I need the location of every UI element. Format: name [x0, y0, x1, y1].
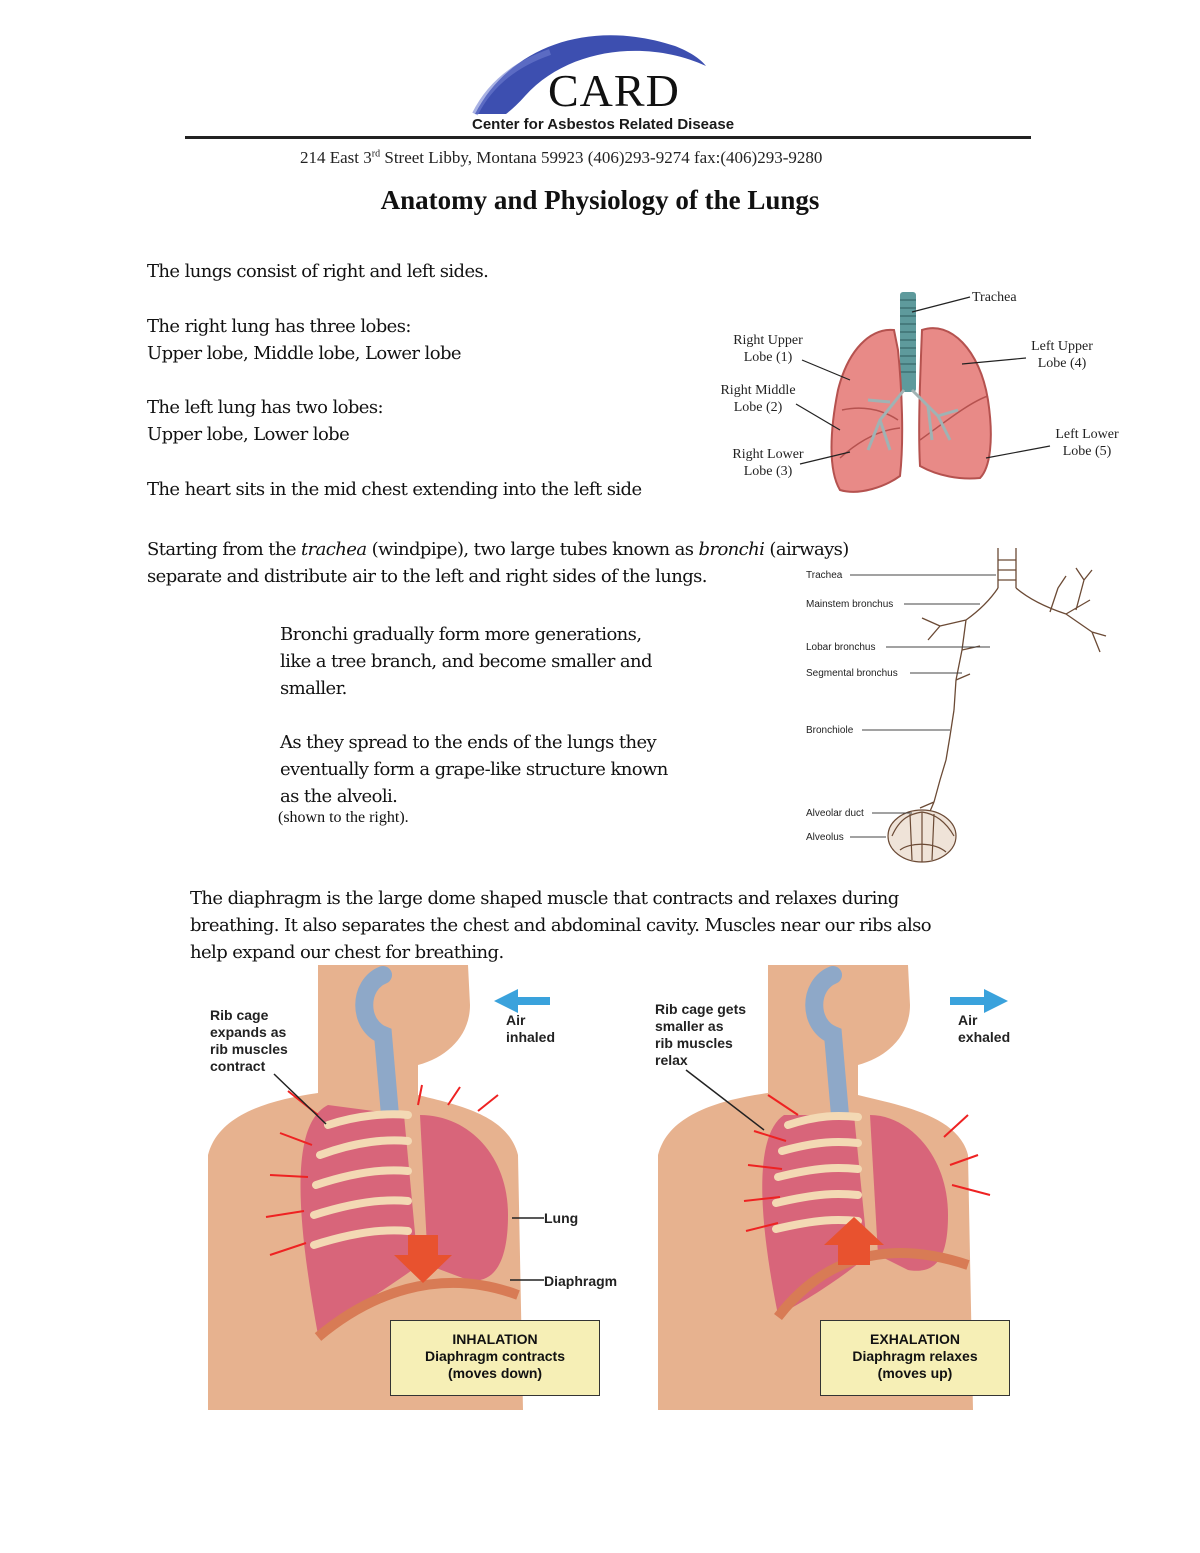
diaphragm-line3: help expand our chest for breathing.: [190, 942, 504, 963]
label-right-lower-2: Lobe (3): [743, 464, 793, 479]
logo-text: CARD: [548, 65, 680, 116]
inhalation-title: INHALATION: [452, 1331, 538, 1347]
bronchi-p2-line3: smaller.: [280, 678, 347, 699]
label-trachea: Trachea: [972, 290, 1017, 305]
bronchi-intro-line1: [147, 536, 849, 563]
exhalation-sub: Diaphragm relaxes: [852, 1348, 978, 1364]
bronchi-text-b: (windpipe), two large tubes known as: [366, 539, 699, 560]
exhale-leader-lines: [680, 1066, 800, 1146]
label-lung: Lung: [544, 1210, 579, 1226]
label-right-middle-1: Right Middle: [720, 383, 796, 398]
label-left-upper-1: Left Upper: [1031, 339, 1093, 354]
bronchi-intro-line2: separate and distribute air to the left and right sides of the lungs.: [147, 566, 707, 587]
bronchi-p3-line2: eventually form a grape-like structure known: [280, 759, 668, 780]
inhalation-caption-box: [390, 1320, 600, 1396]
inhalation-sub: Diaphragm contracts: [424, 1348, 566, 1364]
bt-label-mainstem: Mainstem bronchus: [806, 599, 894, 610]
logo-subtitle: Center for Asbestos Related Disease: [472, 116, 735, 133]
inhale-rib-4: contract: [210, 1058, 266, 1074]
label-right-lower-1: Right Lower: [732, 447, 804, 462]
header-divider: [185, 136, 1031, 139]
bronchi-p2-line1: Bronchi gradually form more generations,: [280, 624, 642, 645]
inhalation-note: (moves down): [447, 1365, 543, 1381]
exhale-rib-1: Rib cage gets: [655, 1001, 747, 1017]
inhale-rib-1: Rib cage: [210, 1007, 269, 1023]
inhale-rib-3: rib muscles: [210, 1041, 288, 1057]
air-exhaled-1: Air: [958, 1012, 978, 1028]
diaphragm-line1: The diaphragm is the large dome shaped muscle that contracts and relaxes during: [190, 888, 899, 909]
diaphragm-line2: breathing. It also separates the chest and abdominal cavity. Muscles near our ribs also: [190, 915, 932, 936]
bronchi-leader-lines: [800, 560, 1020, 850]
label-right-upper-2: Lobe (1): [743, 350, 793, 365]
address-line: [300, 148, 822, 168]
intro-line: The lungs consist of right and left sides.: [147, 261, 489, 282]
trachea-term: trachea: [301, 539, 367, 560]
air-inhaled-1: Air: [506, 1012, 526, 1028]
label-right-middle-2: Lobe (2): [733, 400, 783, 415]
label-right-upper-1: Right Upper: [733, 333, 803, 348]
bronchi-term: bronchi: [698, 539, 765, 560]
bt-label-bronchiole: Bronchiole: [806, 725, 854, 736]
bronchi-note: (shown to the right).: [278, 809, 409, 826]
page-title: Anatomy and Physiology of the Lungs: [380, 185, 820, 215]
label-diaphragm: Diaphragm: [544, 1273, 618, 1289]
address-sup: rd: [371, 148, 381, 160]
bt-label-segmental: Segmental bronchus: [806, 668, 898, 679]
label-left-upper-2: Lobe (4): [1037, 356, 1087, 371]
inhale-leader-lines: [260, 1060, 560, 1290]
bronchi-text-a: Starting from the: [147, 539, 302, 560]
exhalation-title: EXHALATION: [870, 1331, 960, 1347]
air-inhaled-2: inhaled: [506, 1029, 556, 1045]
bronchi-p3-line1: As they spread to the ends of the lungs they: [280, 732, 657, 753]
bt-label-alveolar-duct: Alveolar duct: [806, 808, 864, 819]
bt-label-alveolus: Alveolus: [806, 832, 844, 843]
label-left-lower-1: Left Lower: [1055, 427, 1119, 442]
exhale-rib-3: rib muscles: [655, 1035, 733, 1051]
inhale-rib-2: expands as: [210, 1024, 287, 1040]
left-lung-heading: The left lung has two lobes:: [147, 397, 383, 418]
exhale-rib-2: smaller as: [655, 1018, 724, 1034]
left-lung-lobes: Upper lobe, Lower lobe: [147, 424, 350, 445]
lung-leader-lines: [700, 280, 1120, 500]
heart-text: The heart sits in the mid chest extending into the left side: [147, 479, 642, 500]
exhale-rib-4: relax: [655, 1052, 688, 1068]
bronchi-p2-line2: like a tree branch, and become smaller and: [280, 651, 652, 672]
bt-label-trachea: Trachea: [806, 570, 843, 581]
air-exhaled-2: exhaled: [958, 1029, 1011, 1045]
bt-label-lobar: Lobar bronchus: [806, 642, 876, 653]
address-pre: 214 East 3: [300, 148, 372, 167]
right-lung-lobes: Upper lobe, Middle lobe, Lower lobe: [147, 343, 461, 364]
bronchi-text-c: (airways): [764, 539, 849, 560]
label-left-lower-2: Lobe (5): [1062, 444, 1112, 459]
right-lung-heading: The right lung has three lobes:: [147, 316, 411, 337]
address-post: Street Libby, Montana 59923 (406)293-9274 fax:(406)293-9280: [380, 148, 823, 167]
bronchi-p3-line3: as the alveoli.: [280, 786, 398, 807]
exhalation-note: (moves up): [877, 1365, 953, 1381]
exhalation-caption-box: [820, 1320, 1010, 1396]
